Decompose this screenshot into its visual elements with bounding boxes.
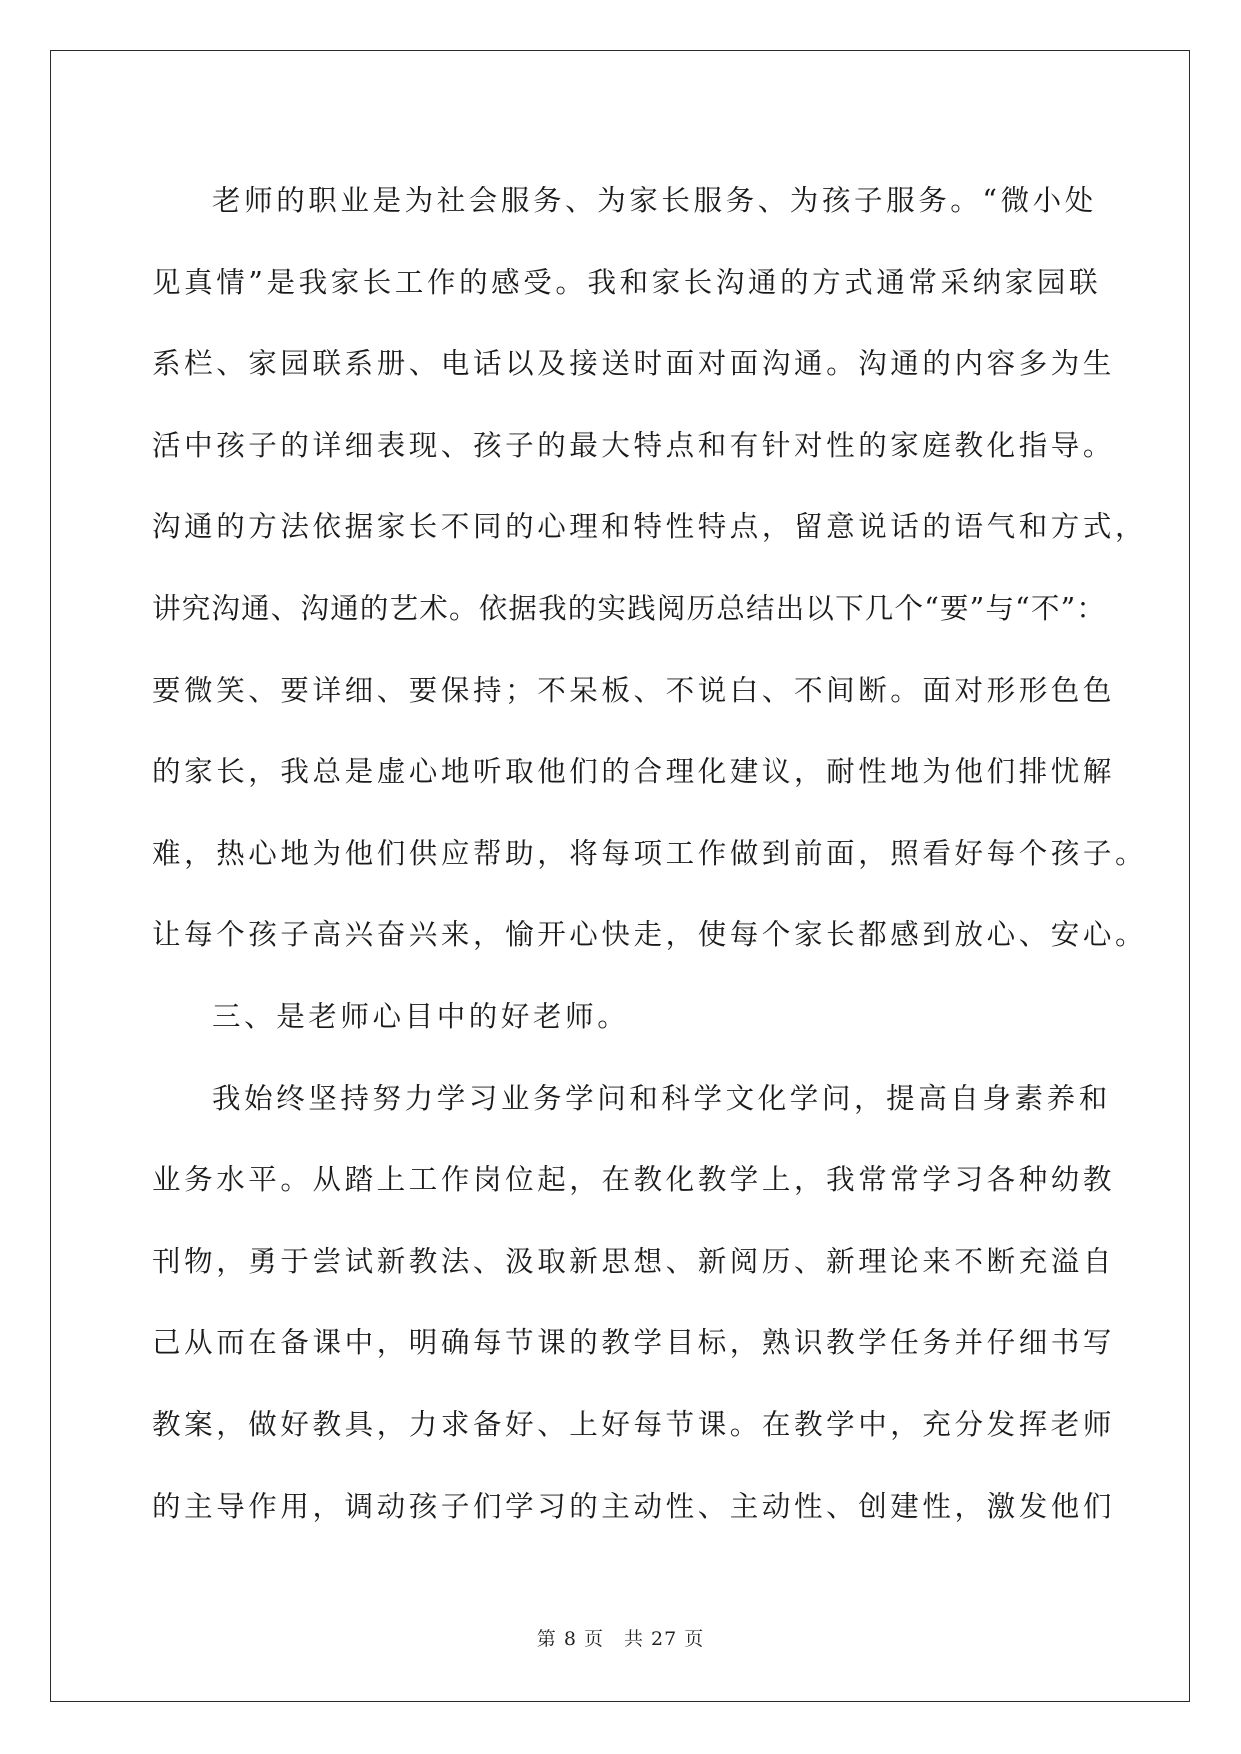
paragraph-line: 我始终坚持努力学习业务学问和科学文化学问，提高自身素养和 xyxy=(212,1081,1111,1115)
paragraph-line: 己从而在备课中，明确每节课的教学目标，熟识教学任务并仔细书写 xyxy=(152,1326,1116,1360)
paragraph-line: 见真情”是我家长工作的感受。我和家长沟通的方式通常采纳家园联 xyxy=(152,265,1102,299)
page-number-footer: 第 8 页 共 27 页 xyxy=(536,1628,705,1650)
paragraph-line: 沟通的方法依据家长不同的心理和特性特点，留意说话的语气和方式， xyxy=(152,510,1148,544)
paragraph-line: 讲究沟通、沟通的艺术。依据我的实践阅历总结出以下几个“要”与“不”： xyxy=(152,591,1107,625)
paragraph-line: 刊物，勇于尝试新教法、汲取新思想、新阅历、新理论来不断充溢自 xyxy=(152,1244,1116,1278)
paragraph-line: 教案，做好教具，力求备好、上好每节课。在教学中，充分发挥老师 xyxy=(152,1407,1116,1441)
paragraph-line: 系栏、家园联系册、电话以及接送时面对面沟通。沟通的内容多为生 xyxy=(152,347,1116,381)
paragraph-line: 活中孩子的详细表现、孩子的最大特点和有针对性的家庭教化指导。 xyxy=(152,428,1116,462)
paragraph-line: 老师的职业是为社会服务、为家长服务、为孩子服务。“微小处 xyxy=(212,184,1097,217)
paragraph-line: 难，热心地为他们供应帮助，将每项工作做到前面，照看好每个孩子。 xyxy=(152,836,1148,870)
paragraph-line: 的家长，我总是虚心地听取他们的合理化建议，耐性地为他们排忧解 xyxy=(152,755,1116,789)
paragraph-line: 业务水平。从踏上工作岗位起，在教化教学上，我常常学习各种幼教 xyxy=(152,1163,1116,1197)
section-heading: 三、是老师心目中的好老师。 xyxy=(212,999,630,1033)
paragraph-line: 的主导作用，调动孩子们学习的主动性、主动性、创建性，激发他们 xyxy=(152,1489,1116,1523)
paragraph-line: 要微笑、要详细、要保持；不呆板、不说白、不间断。面对形形色色 xyxy=(152,673,1116,707)
document-body xyxy=(152,160,1148,1547)
paragraph-line: 让每个孩子高兴奋兴来，愉开心快走，使每个家长都感到放心、安心。 xyxy=(152,918,1148,952)
